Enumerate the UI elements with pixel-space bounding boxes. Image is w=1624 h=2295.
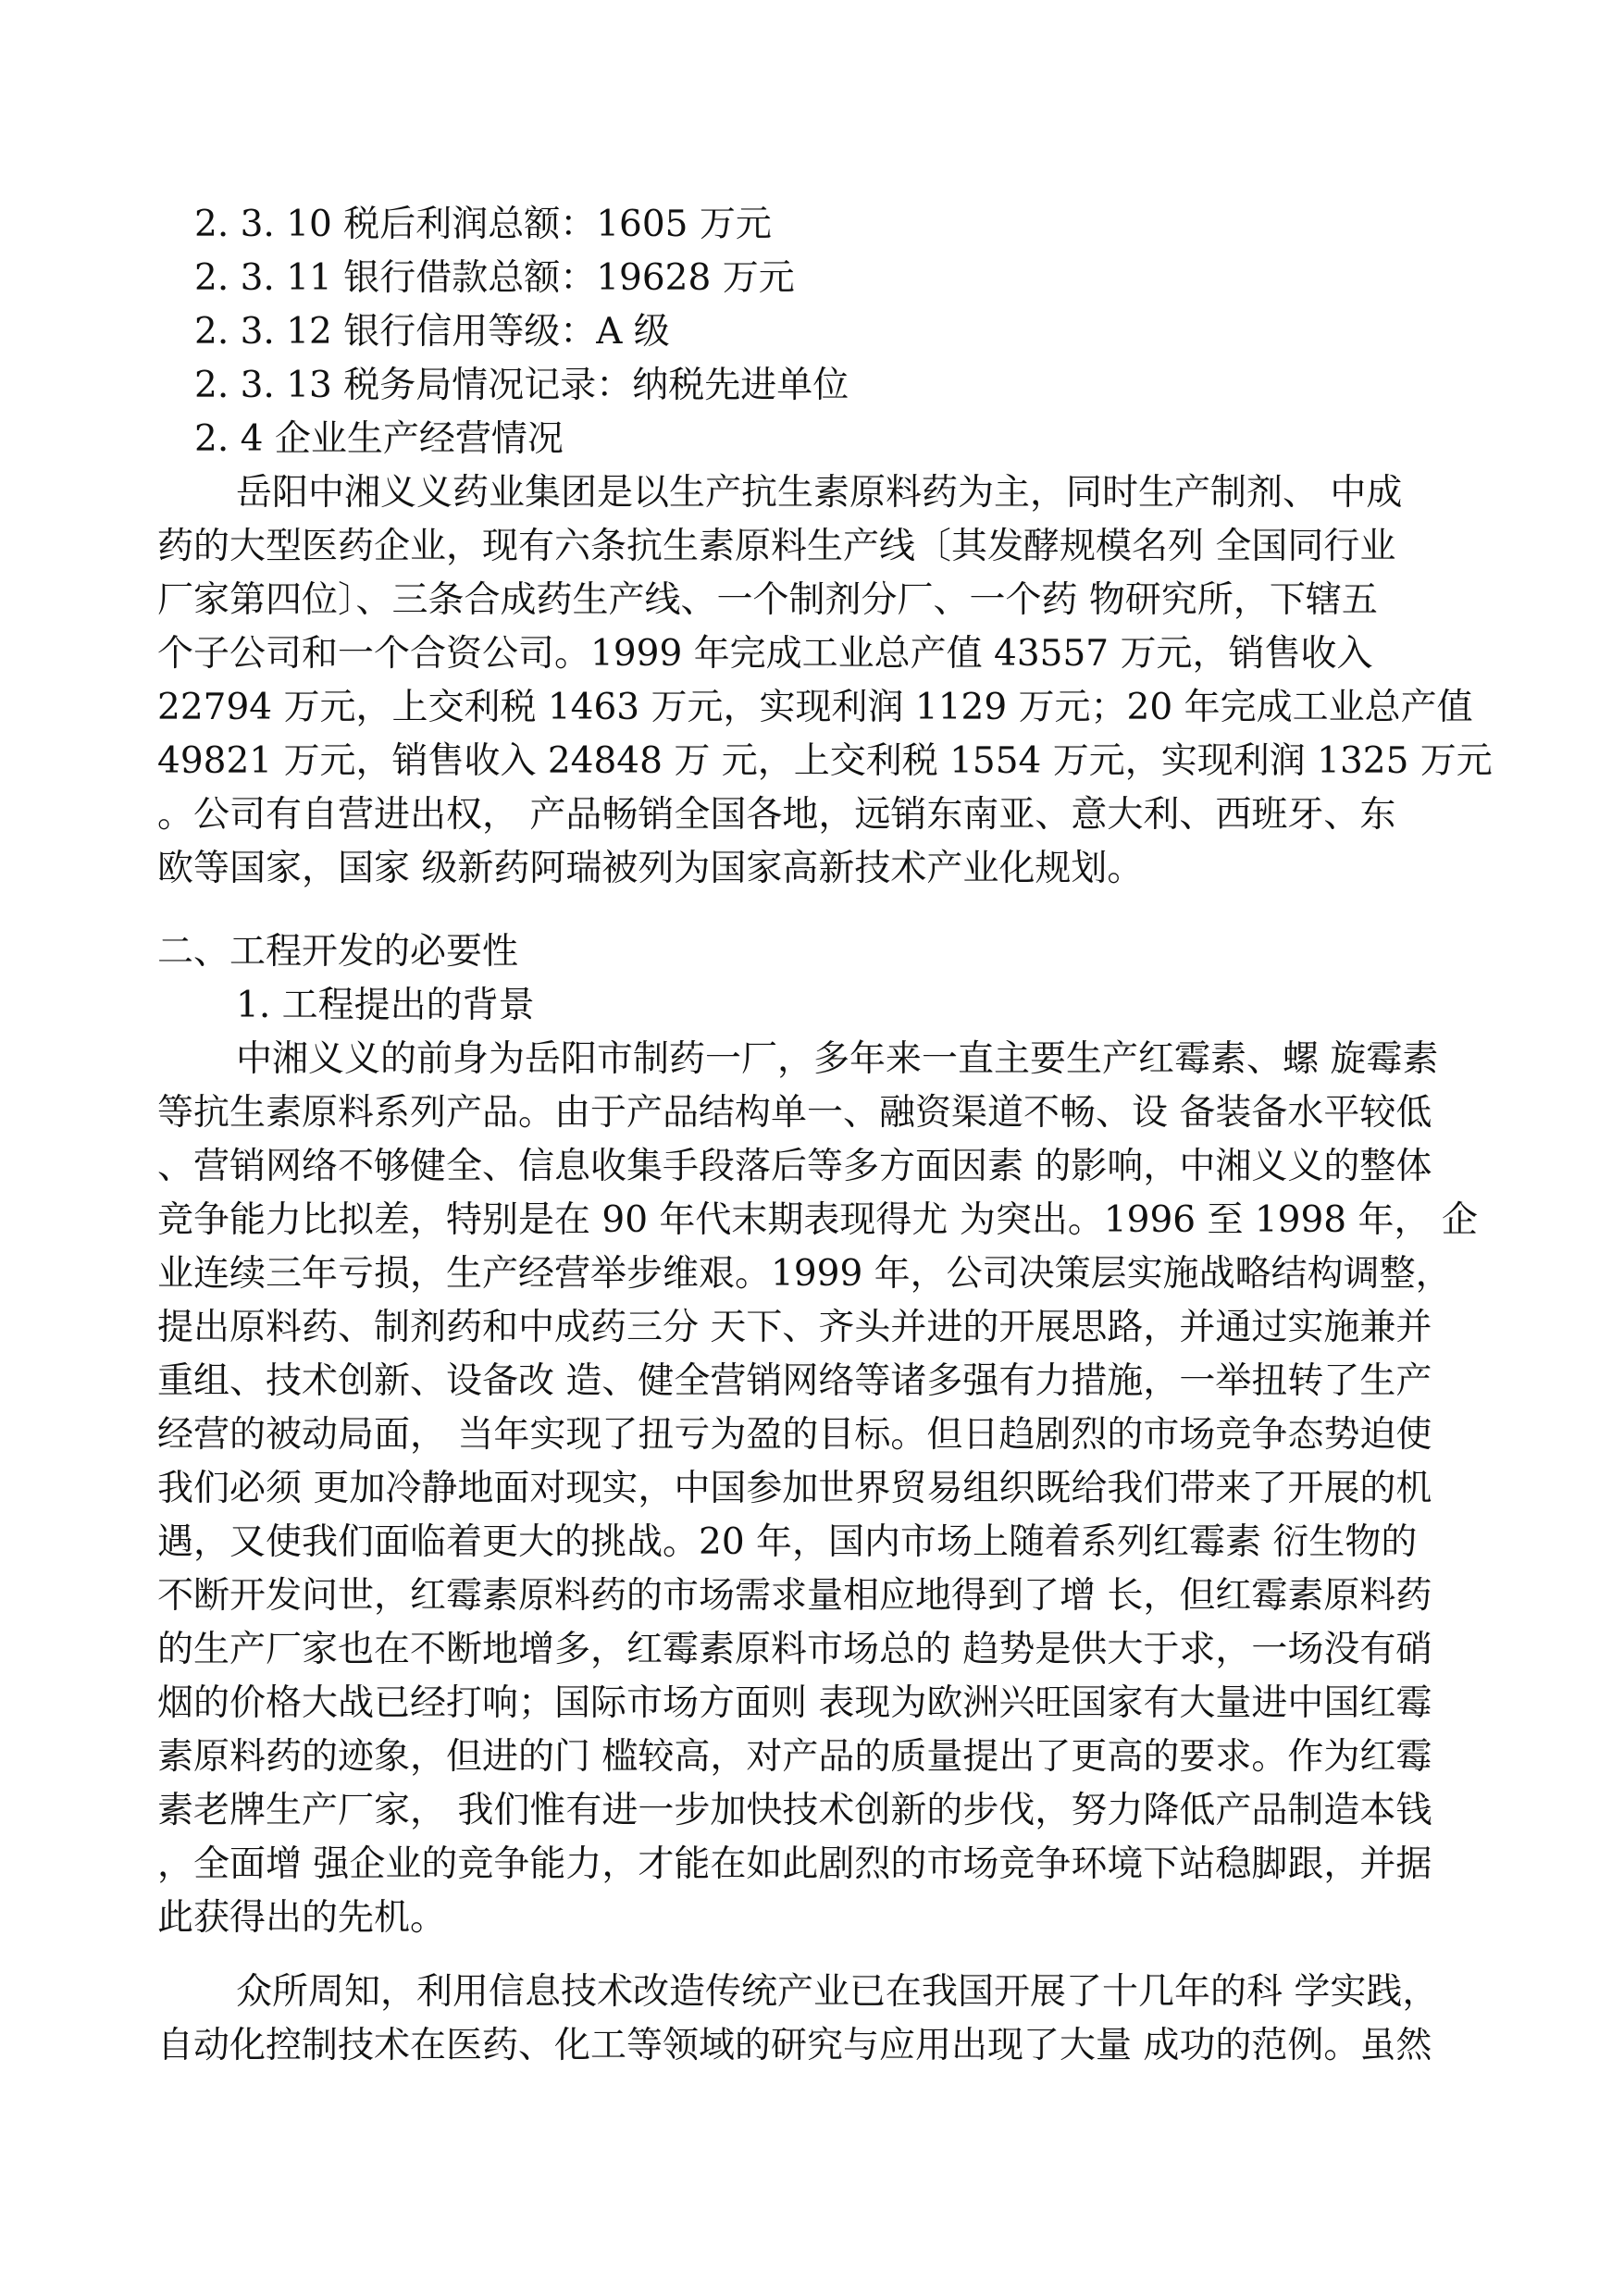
para3-line: 众所周知，利用信息技术改造传统产业已在我国开展了十几年的科 学实践，: [236, 1971, 1439, 2013]
para2-line: 、营销网络不够健全、信息收集手段落后等多方面因素 的影响，中湘义义的整体: [157, 1146, 1432, 1187]
para1-line: 药的大型医药企业，现有六条抗生素原料生产线〔其发酵规模名列 全国同行业: [157, 526, 1396, 567]
para2-line: 素原料药的迹象，但进的门 槛较高，对产品的质量提出了更高的要求。作为红霉: [157, 1736, 1432, 1778]
item-2-4-heading: 2. 4 企业生产经营情况: [194, 418, 564, 460]
para2-line: 提出原料药、制剂药和中成药三分 天下、齐头并进的开展思路，并通过实施兼并: [157, 1307, 1432, 1348]
para2-line: 此获得出的先机。: [157, 1897, 447, 1939]
item-2-3-12: 2. 3. 12 银行信用等级：A 级: [194, 311, 670, 353]
subsection-heading: 1. 工程提出的背景: [236, 985, 535, 1026]
para2-line: 烟的价格大战已经打响；国际市场方面则 表现为欧洲兴旺国家有大量进中国红霉: [157, 1682, 1432, 1724]
para2-line: 遇，又使我们面临着更大的挑战。20 年，国内市场上随着系列红霉素 衍生物的: [157, 1521, 1418, 1563]
para1-line: 49821 万元，销售收入 24848 万 元，上交利税 1554 万元，实现利润 1325 万元: [157, 740, 1493, 782]
para1-line: 厂家第四位〕、三条合成药生产线、一个制剂分厂、一个药 物研究所，下辖五: [157, 579, 1378, 621]
para2-line: 不断开发问世，红霉素原料药的市场需求量相应地得到了增 长，但红霉素原料药: [157, 1575, 1432, 1617]
para2-line: ，全面增 强企业的竞争能力，才能在如此剧烈的市场竞争环境下站稳脚跟，并据: [157, 1843, 1432, 1885]
para1-line: 岳阳中湘义义药业集团是以生产抗生素原料药为主，同时生产制剂、 中成: [236, 472, 1403, 514]
item-2-3-13: 2. 3. 13 税务局情况记录：纳税先进单位: [194, 365, 849, 406]
para1-line: 22794 万元，上交利税 1463 万元，实现利润 1129 万元；20 年完成工业总产值: [157, 687, 1473, 728]
para2-line: 素老牌生产厂家， 我们惟有进一步加快技术创新的步伐，努力降低产品制造本钱: [157, 1790, 1432, 1831]
para2-line: 中湘义义的前身为岳阳市制药一厂，多年来一直主要生产红霉素、螺 旋霉素: [236, 1038, 1439, 1080]
item-2-3-10: 2. 3. 10 税后利润总额：1605 万元: [194, 204, 772, 245]
para2-line: 经营的被动局面， 当年实现了扭亏为盈的目标。但日趋剧烈的市场竞争态势迫使: [157, 1414, 1432, 1456]
para1-line: 。公司有自营进出权， 产品畅销全国各地，远销东南亚、意大利、西班牙、东: [157, 794, 1396, 836]
para1-line: 个子公司和一个合资公司。1999 年完成工业总产值 43557 万元，销售收入: [157, 633, 1373, 675]
para1-line: 欧等国家，国家 级新药阿瑞被列为国家高新技术产业化规划。: [157, 848, 1144, 889]
para2-line: 竞争能力比拟差，特别是在 90 年代末期表现得尤 为突出。1996 至 1998 年， 企: [157, 1199, 1478, 1241]
item-2-3-11: 2. 3. 11 银行借款总额：19628 万元: [194, 257, 795, 299]
section-heading: 二、工程开发的必要性: [157, 931, 519, 973]
para2-line: 等抗生素原料系列产品。由于产品结构单一、融资渠道不畅、设 备装备水平较低: [157, 1092, 1432, 1134]
para3-line: 自动化控制技术在医药、化工等领域的研究与应用出现了大量 成功的范例。虽然: [157, 2025, 1432, 2066]
para2-line: 重组、技术创新、设备改 造、健全营销网络等诸多强有力措施，一举扭转了生产: [157, 1360, 1432, 1402]
para2-line: 业连续三年亏损，生产经营举步维艰。1999 年，公司决策层实施战略结构调整，: [157, 1253, 1452, 1295]
para2-line: 我们必须 更加冷静地面对现实，中国参加世界贸易组织既给我们带来了开展的机: [157, 1468, 1432, 1509]
para2-line: 的生产厂家也在不断地增多，红霉素原料市场总的 趋势是供大于求，一场没有硝: [157, 1629, 1432, 1670]
